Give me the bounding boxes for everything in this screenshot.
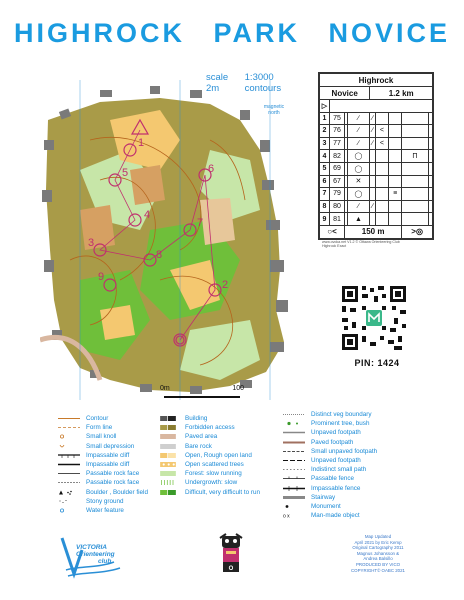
man-made-object-icon bbox=[283, 513, 305, 518]
small-path-icon bbox=[283, 449, 305, 454]
cd-finish-distance: 150 m bbox=[345, 225, 402, 238]
scattered-trees-icon bbox=[157, 462, 179, 467]
slow-forest-icon bbox=[157, 471, 179, 476]
bare-rock bbox=[130, 165, 165, 205]
cd-row: 1 75 ∕ ∕ bbox=[320, 112, 433, 125]
paved-footpath-icon bbox=[283, 440, 305, 445]
contour-label: contours bbox=[244, 83, 282, 94]
tree-icon bbox=[283, 421, 305, 426]
svg-text:O: O bbox=[228, 566, 234, 572]
unpaved-footpath-icon bbox=[283, 458, 305, 463]
cd-row: 6 67 ✕ bbox=[320, 175, 433, 188]
paved-area-icon bbox=[157, 434, 179, 439]
bare-rock bbox=[80, 205, 115, 250]
finish-start-icon: ○< bbox=[320, 225, 345, 238]
open-land bbox=[100, 305, 135, 340]
control-description-sheet bbox=[318, 72, 434, 240]
rock-face-icon bbox=[58, 480, 80, 485]
veg-boundary-icon bbox=[283, 412, 305, 417]
cd-row: 7 79 ◯ ≡ bbox=[320, 188, 433, 201]
difficult-run-icon bbox=[157, 490, 179, 495]
start-icon: ▷ bbox=[320, 100, 330, 113]
svg-text:7: 7 bbox=[197, 217, 204, 229]
pin-label: PIN: 1424 bbox=[354, 358, 400, 368]
cd-row: 9 81 ▲ bbox=[320, 213, 433, 226]
contour-value: 2m bbox=[206, 83, 220, 94]
cliff-icon bbox=[58, 453, 80, 458]
cd-length: 1.2 km bbox=[370, 87, 433, 100]
scalebar-line bbox=[164, 396, 240, 398]
finish-icon: >◎ bbox=[402, 225, 433, 238]
impassable-fence-icon bbox=[283, 486, 305, 491]
contour-icon bbox=[58, 416, 80, 421]
totem-icon bbox=[218, 532, 244, 576]
victoria-orienteering-logo bbox=[58, 530, 138, 580]
knoll-icon bbox=[58, 434, 80, 439]
svg-text:4: 4 bbox=[144, 209, 151, 221]
control-description-table bbox=[319, 73, 433, 239]
svg-text:1: 1 bbox=[138, 137, 145, 149]
svg-text:5: 5 bbox=[122, 167, 129, 179]
unpaved-footpath-icon bbox=[283, 430, 305, 435]
orienteering-map bbox=[40, 80, 300, 400]
cd-row: 4 82 ◯ Π bbox=[320, 150, 433, 163]
cd-row: 2 76 ∕ ∕ < bbox=[320, 125, 433, 138]
svg-text:6: 6 bbox=[208, 163, 215, 175]
cd-footer: www.ovoka.net V1.2 © Ottawa Orienteering Club Highrock Exact bbox=[322, 240, 400, 249]
voc-logo-text: VICTORIA Orienteering club bbox=[76, 544, 115, 565]
cd-row: 5 69 ◯ bbox=[320, 162, 433, 175]
svg-text:8: 8 bbox=[156, 249, 163, 261]
passable-fence-icon bbox=[283, 476, 305, 481]
depression-icon bbox=[58, 444, 80, 449]
scalebar-end: 100 bbox=[232, 385, 244, 392]
scale-label: scale bbox=[206, 72, 229, 83]
cliff-icon bbox=[58, 462, 80, 467]
rock-face-icon bbox=[58, 471, 80, 476]
stony-ground-icon bbox=[58, 499, 80, 504]
forbidden-access-icon bbox=[157, 425, 179, 430]
stairway-icon bbox=[283, 495, 305, 500]
cd-row: 3 77 ∕ ∕ < bbox=[320, 137, 433, 150]
qr-code[interactable] bbox=[340, 284, 408, 352]
svg-text:2: 2 bbox=[222, 279, 229, 291]
scale-value: 1:3000 bbox=[244, 72, 274, 83]
map-credits: Map Updated April 2021 by Eric Kemp Original Cartography 2011 Magnus Johansson & Andrea Balsillo PRODUCED BY VICO COPYRIGHT© OABC 2021 bbox=[351, 534, 405, 573]
svg-text:3: 3 bbox=[88, 237, 95, 249]
svg-text:o x: o x bbox=[283, 513, 290, 519]
qr-code-icon bbox=[340, 284, 408, 352]
svg-text:9: 9 bbox=[98, 271, 105, 283]
building-icon bbox=[157, 416, 179, 421]
bare-rock-icon bbox=[157, 444, 179, 449]
formline-icon bbox=[58, 425, 80, 430]
totem-logo bbox=[218, 532, 244, 576]
map-graphic bbox=[40, 80, 300, 400]
cd-row: 8 80 ∕ ∕ bbox=[320, 200, 433, 213]
water-feature-icon bbox=[58, 508, 80, 513]
indistinct-path-icon bbox=[283, 467, 305, 472]
cd-event: Highrock bbox=[320, 74, 433, 87]
bare-rock bbox=[200, 198, 235, 245]
map-title: HIGHROCK PARK NOVICE bbox=[13, 18, 451, 48]
undergrowth-icon bbox=[157, 480, 179, 485]
magnetic-north-label: magnetic north bbox=[263, 104, 285, 116]
open-land-icon bbox=[157, 453, 179, 458]
scale-bar bbox=[160, 385, 244, 401]
monument-icon bbox=[283, 504, 305, 509]
cd-course: Novice bbox=[320, 87, 370, 100]
scalebar-start: 0m bbox=[160, 385, 170, 392]
boulder-icon bbox=[58, 490, 80, 495]
